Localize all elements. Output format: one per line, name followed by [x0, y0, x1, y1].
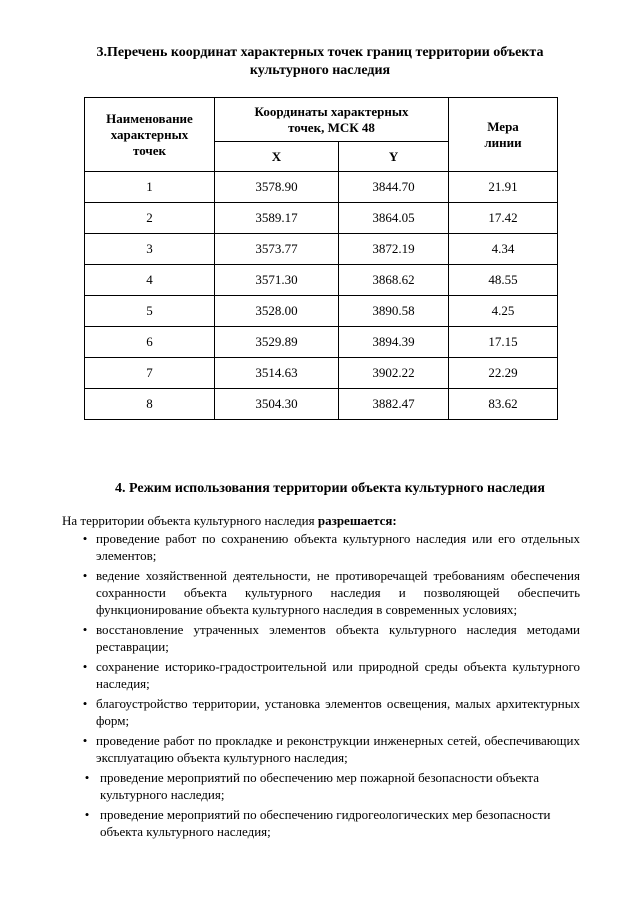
cell-y: 3872.19	[339, 234, 449, 265]
cell-x: 3589.17	[215, 203, 339, 234]
cell-x: 3573.77	[215, 234, 339, 265]
header-point-name-line3: точек	[133, 142, 166, 158]
cell-measure: 21.91	[449, 172, 558, 203]
table-row	[85, 358, 558, 389]
list-item	[62, 695, 580, 729]
bullet-icon: •	[82, 622, 88, 637]
header-x: X	[215, 142, 339, 172]
cell-point-number: 2	[85, 203, 215, 234]
cell-measure: 4.25	[449, 296, 558, 327]
section4-intro	[62, 512, 592, 530]
cell-y: 3868.62	[339, 265, 449, 296]
bullet-icon: •	[82, 531, 88, 546]
header-coordinates	[215, 98, 449, 142]
header-line-measure	[449, 98, 558, 172]
list-item	[62, 621, 580, 655]
list-item-text: проведение работ по прокладке и реконструкции инженерных сетей, обеспечивающих эксплуатацию объекта культурного наследия;	[96, 733, 580, 765]
header-point-name-line1: Наименование	[106, 110, 193, 126]
table-row	[85, 389, 558, 420]
cell-point-number: 4	[85, 265, 215, 296]
header-line-measure-line2: линии	[484, 134, 522, 150]
bullet-icon: •	[82, 568, 88, 583]
cell-measure: 48.55	[449, 265, 558, 296]
cell-point-number: 5	[85, 296, 215, 327]
bullet-icon: •	[82, 733, 88, 748]
cell-measure: 4.34	[449, 234, 558, 265]
table-row	[85, 234, 558, 265]
cell-point-number: 6	[85, 327, 215, 358]
cell-measure: 17.15	[449, 327, 558, 358]
header-line-measure-line1: Мера	[487, 118, 519, 134]
section3-title-line1: 3.Перечень координат характерных точек границ территории объекта	[96, 45, 544, 60]
allowed-activities-list	[62, 530, 580, 843]
table-row	[85, 265, 558, 296]
list-item	[62, 769, 580, 803]
cell-x: 3571.30	[215, 265, 339, 296]
table-row	[85, 296, 558, 327]
cell-measure: 17.42	[449, 203, 558, 234]
bullet-icon: •	[82, 696, 88, 711]
header-coordinates-line2: точек, МСК 48	[288, 119, 375, 135]
table-row	[85, 203, 558, 234]
list-item-text: благоустройство территории, установка элементов освещения, малых архитектурных форм;	[96, 696, 580, 728]
bullet-icon: •	[82, 659, 88, 674]
section3-title	[60, 44, 580, 80]
list-item	[62, 658, 580, 692]
cell-y: 3902.22	[339, 358, 449, 389]
cell-x: 3529.89	[215, 327, 339, 358]
cell-point-number: 7	[85, 358, 215, 389]
cell-y: 3882.47	[339, 389, 449, 420]
list-item	[62, 567, 580, 618]
cell-measure: 22.29	[449, 358, 558, 389]
table-row	[85, 327, 558, 358]
section4-title: 4. Режим использования территории объекта культурного наследия	[115, 481, 545, 496]
table-row	[85, 172, 558, 203]
list-item	[62, 806, 580, 840]
list-item	[62, 732, 580, 766]
section4-intro-bold: разрешается:	[317, 513, 397, 528]
cell-x: 3578.90	[215, 172, 339, 203]
cell-x: 3504.30	[215, 389, 339, 420]
cell-point-number: 3	[85, 234, 215, 265]
cell-point-number: 8	[85, 389, 215, 420]
cell-y: 3890.58	[339, 296, 449, 327]
list-item-text: сохранение историко-градостроительной или природной среды объекта культурного наследия;	[96, 659, 580, 691]
list-item-text: проведение мероприятий по обеспечению гидрогеологических мер безопасности объекта культурного наследия;	[100, 807, 551, 839]
cell-measure: 83.62	[449, 389, 558, 420]
coordinates-table	[84, 97, 558, 420]
cell-x: 3514.63	[215, 358, 339, 389]
cell-y: 3844.70	[339, 172, 449, 203]
list-item-text: ведение хозяйственной деятельности, не противоречащей требованиям обеспечения сохранности объекта культурного наследия и позволяющей обеспечить функционирование объекта культурного наследия в современных условиях;	[96, 568, 580, 617]
cell-y: 3894.39	[339, 327, 449, 358]
list-item-text: восстановление утраченных элементов объекта культурного наследия методами реставрации;	[96, 622, 580, 654]
header-point-name	[85, 98, 215, 172]
header-coordinates-line1: Координаты характерных	[254, 103, 409, 119]
header-y: Y	[339, 142, 449, 172]
section3-title-line2: культурного наследия	[249, 63, 391, 78]
list-item	[62, 530, 580, 564]
header-point-name-line2: характерных	[110, 126, 189, 142]
cell-x: 3528.00	[215, 296, 339, 327]
list-item-text: проведение работ по сохранению объекта культурного наследия или его отдельных элементов;	[96, 531, 580, 563]
cell-point-number: 1	[85, 172, 215, 203]
cell-y: 3864.05	[339, 203, 449, 234]
bullet-icon: •	[84, 807, 90, 822]
section4-intro-text: На территории объекта культурного наследия	[62, 513, 318, 528]
list-item-text: проведение мероприятий по обеспечению мер пожарной безопасности объекта культурного наследия;	[100, 770, 539, 802]
bullet-icon: •	[84, 770, 90, 785]
